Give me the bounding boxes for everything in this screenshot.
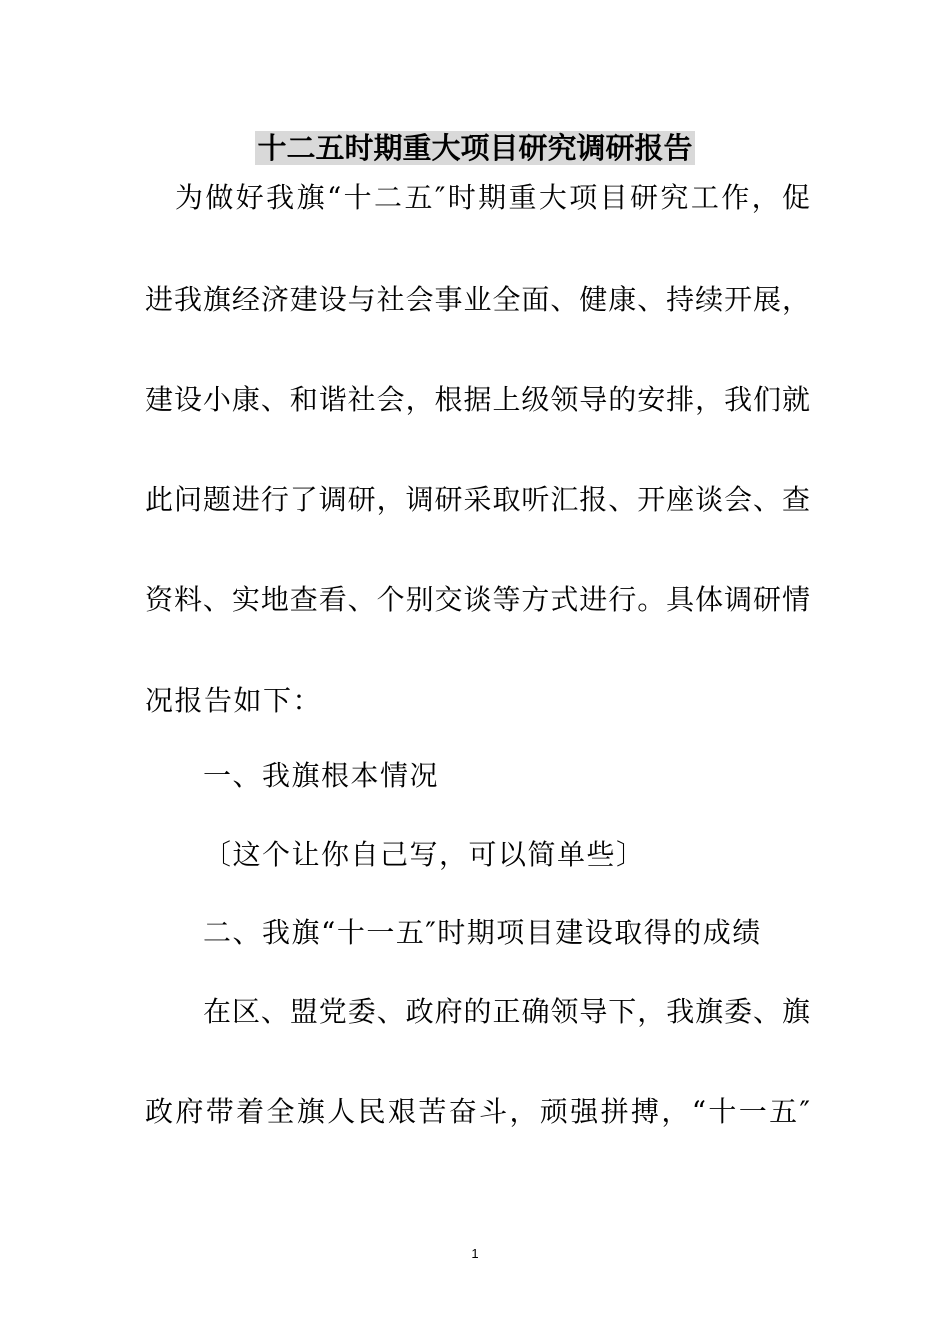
document-title	[0, 126, 950, 170]
paragraph-line: 进我旗经济建设与社会事业全面、健康、持续开展，	[145, 283, 810, 316]
paragraph-line: 建设小康、和谐社会，根据上级领导的安排，我们就	[145, 383, 810, 416]
paragraph-line: 在区、盟党委、政府的正确领导下，我旗委、旗	[203, 995, 810, 1028]
section-heading: 一、我旗根本情况	[203, 759, 440, 792]
paragraph-line: 况报告如下：	[145, 684, 323, 717]
paragraph-line: 为做好我旗“十二五″时期重大项目研究工作，促	[175, 181, 810, 214]
paragraph-line: 资料、实地查看、个别交谈等方式进行。具体调研情	[145, 583, 810, 616]
document-title-text: 十二五时期重大项目研究调研报告	[257, 131, 693, 165]
paragraph-line: 此问题进行了调研，调研采取听汇报、开座谈会、查	[145, 483, 810, 516]
paragraph-line: 政府带着全旗人民艰苦奋斗，顽强拼搏，“十一五″	[145, 1095, 810, 1128]
paragraph-line: 〔这个让你自己写，可以简单些〕	[203, 838, 646, 871]
section-heading: 二、我旗“十一五″时期项目建设取得的成绩	[203, 916, 762, 949]
page-number: 1	[471, 1246, 479, 1261]
